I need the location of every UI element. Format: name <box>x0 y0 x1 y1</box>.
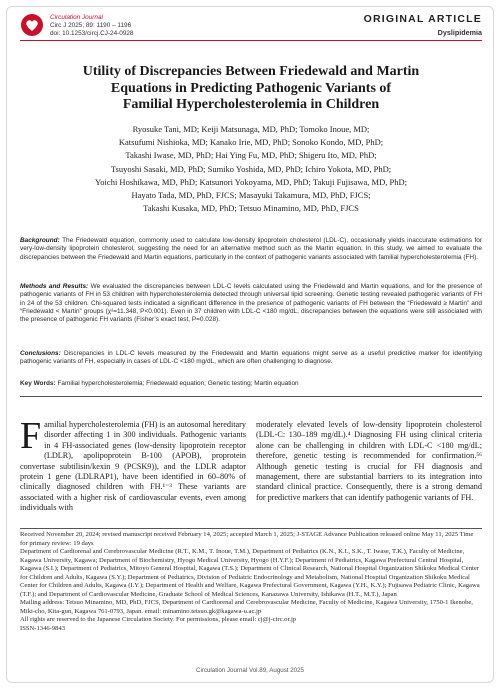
affiliations: Department of Cardiorenal and Cerebrovascular Medicine (R.T., K.M., T. Inoue, T.M.), Department of Pediatrics (K.N., K.I., S.K., T. Iwase, T.K.), Faculty of Medicine, Kagawa University, Kagawa; Department of Biochemistry, Hyogo Medical University, Hyogo (H.Y.F.); Department of Pediatrics, Kagawa Prefectural Central Hospital, Kagawa (S.I.); Department of Pediatrics, Mitoyo General Hospital, Kagawa (T.S.); Department of Clinical Research, National Hospital Organization Shikoku Medical Center for Children and Adults, Kagawa (S.Y.); Department of Pediatrics, Division of Pediatric Endocrinology and Metabolism, National Hospital Organization Shikoku Medical Center for Children and Adults, Kagawa (I.Y.); Department of Health and Welfare, Kagawa Prefectural Government, Kagawa (Y.H., K.Y.); Fujisawa Pediatric Clinic, Kagawa (T.F.); and Department of Cardiovascular Medicine, Graduate School of Medical Sciences, Kanazawa University, Ishikawa (H.T., M.T.), Japan <box>20 548 480 598</box>
page-footer: Circulation Journal Vol.89, August 2025 <box>195 667 304 674</box>
received-dates: Received November 20, 2024; revised manuscript received February 14, 2025; accepted March 1, 2025; J-STAGE Advance Publication released online May 11, 2025 Time for primary review: 19 days <box>20 531 474 547</box>
keywords <box>20 380 482 388</box>
abstract-background <box>20 237 482 262</box>
abstract-text: The Friedewald equation, commonly used to calculate low-density lipoprotein cholesterol (LDL-C), occasionally yields inaccurate estimations for very-low-density lipoprotein cholesterol, suggesting the need for an alternative method such as the Martin equation. In this study, we aimed to evaluate the discrepancies between the Friedewald and Martin equations, particularly in the context of pathogenic variants associated with familial hypercholesterolemia (FH). <box>20 237 482 261</box>
header-rule <box>20 40 482 41</box>
abstract-text: Discrepancies in LDL-C levels measured by the Friedewald and Martin equations might serve as a useful predictive marker for identifying pathogenic variants of FH, especially in cases of LDL-C <180 mg/dL, which are often challenging to diagnose. <box>20 350 482 366</box>
author-line: Yoichi Hoshikawa, MD, PhD; Katsunori Yokoyama, MD, PhD; Takuji Fujisawa, MD, PhD; <box>95 176 407 187</box>
author-line: Takashi Iwase, MD, PhD; Hai Ying Fu, MD, PhD; Shigeru Ito, MD, PhD; <box>125 150 377 161</box>
keywords-text: Familial hypercholesterolemia; Friedewald equation; Genetic testing; Martin equation <box>57 380 299 387</box>
body-column-right <box>256 420 482 503</box>
issn: ISSN-1346-9843 <box>20 625 66 633</box>
keywords-label: Key Words: <box>20 380 56 387</box>
author-line: Tsuyoshi Sasaki, MD, PhD; Sumiko Yoshida, MD, PhD; Ichiro Yokota, MD, PhD; <box>110 163 392 174</box>
article-type-label: ORIGINAL ARTICLE <box>363 13 482 25</box>
abstract-text: We evaluated the discrepancies between LDL-C levels calculated using the Friedewald and Martin equations, and for the presence of pathogenic variants of FH in 53 children with hypercholesterolemia detected through universal lipid screening. Genetic testing revealed pathogenic variants of FH in 24 of the 53 children. Chi-squared tests indicated a significant difference in the presence of pathogenic variants of FH between the “Friedewald ≥ Martin” and “Friedewald < Martin” groups (χ²=11.348, P<0.001). Even in 37 children with LDL-C <180 mg/dL, discrepancies between the equations were still associated with the presence of pathogenic FH variants (Fisher’s exact test, P=0.028). <box>20 283 483 324</box>
body-text: moderately elevated levels of low-density lipoprotein cholesterol (LDL-C: 130–189 mg/dL).⁴ Diagnosing FH using clinical criteria alone can be challenging in children with LDL-C <180 mg/dL; therefore, genetic testing is recommended for confirmation.⁵⁶ Although genetic testing is crucial for FH diagnosis and management, there are substantial barriers to its integration into standard clinical practice. Consequently, there is a strong demand for predictive markers that can identify pathogenic variants of FH. <box>256 420 482 502</box>
rights-notice: All rights are reserved to the Japanese Circulation Society. For permissions, please email: cj@j-circ.or.jp <box>20 616 297 624</box>
title-line: Familial Hypercholesterolemia in Children <box>122 97 380 113</box>
author-line: Ryosuke Tani, MD; Keiji Matsunaga, MD, PhD; Tomoko Inoue, MD; <box>132 124 370 134</box>
doi: doi: 10.1253/circj.CJ-24-0928 <box>50 30 134 38</box>
author-list <box>20 123 482 215</box>
journal-info <box>50 14 133 38</box>
title-line: Equations in Predicting Pathogenic Variants of <box>110 80 392 96</box>
body-column-left <box>20 415 246 514</box>
footnotes <box>20 531 482 634</box>
article-title <box>20 64 482 114</box>
journal-logo-icon <box>20 13 44 37</box>
drop-cap: F <box>20 415 42 457</box>
abstract-methods <box>20 283 482 324</box>
journal-header <box>20 12 482 48</box>
article-type <box>364 13 482 37</box>
journal-name: Circulation Journal <box>50 14 103 21</box>
author-line: Takashi Kusaka, MD, PhD; Tetsuo Minamino, MD, PhD, FJCS <box>143 203 359 214</box>
footnote-rule <box>20 528 482 529</box>
article-category: Dyslipidemia <box>437 28 482 37</box>
abstract-label: Methods and Results: <box>20 283 89 290</box>
author-line: Hayato Tada, MD, PhD, FJCS; Masayuki Takamura, MD, PhD, FJCS; <box>131 190 371 201</box>
mailing-address: Mailing address: Tetsuo Minamino, MD, PhD, FJCS, Department of Cardiorenal and Cerebrovascular Medicine, Faculty of Medicine, Kagawa University, 1750-1 Ikenobe, Miki-cho, Kita-gun, Kagawa 761-0793, Japan. email: minamino.tetsuo.gk@kagawa-u.ac.jp <box>20 599 473 615</box>
title-line: Utility of Discrepancies Between Friedewald and Martin <box>82 64 420 79</box>
abstract-label: Background: <box>20 237 60 244</box>
citation: Circ J 2025; 89: 1190 – 1196 <box>50 22 132 30</box>
author-line: Katsufumi Nishioka, MD; Kanako Irie, MD, PhD; Sonoko Kondo, MD, PhD; <box>118 137 384 148</box>
keywords-rule <box>20 396 482 397</box>
abstract-conclusions <box>20 350 482 367</box>
abstract-label: Conclusions: <box>20 350 61 357</box>
body-text: amilial hypercholesterolemia (FH) is an autosomal hereditary disorder affecting 1 in 300 individuals. Pathogenic variants in 4 FH-associated genes (low-density lipoprotein receptor (LDLR), apolipoprotein B-100 (APOB), proprotein convertase subtilisin/kexin 9 (PCSK9)), and the LDLR adaptor protein 1 gene (LDLRAP1), have been identified in 60–80% of clinically diagnosed children with FH.¹⁻³ These variants are associated with a higher risk of cardiovascular events, even among individuals with <box>20 420 246 513</box>
